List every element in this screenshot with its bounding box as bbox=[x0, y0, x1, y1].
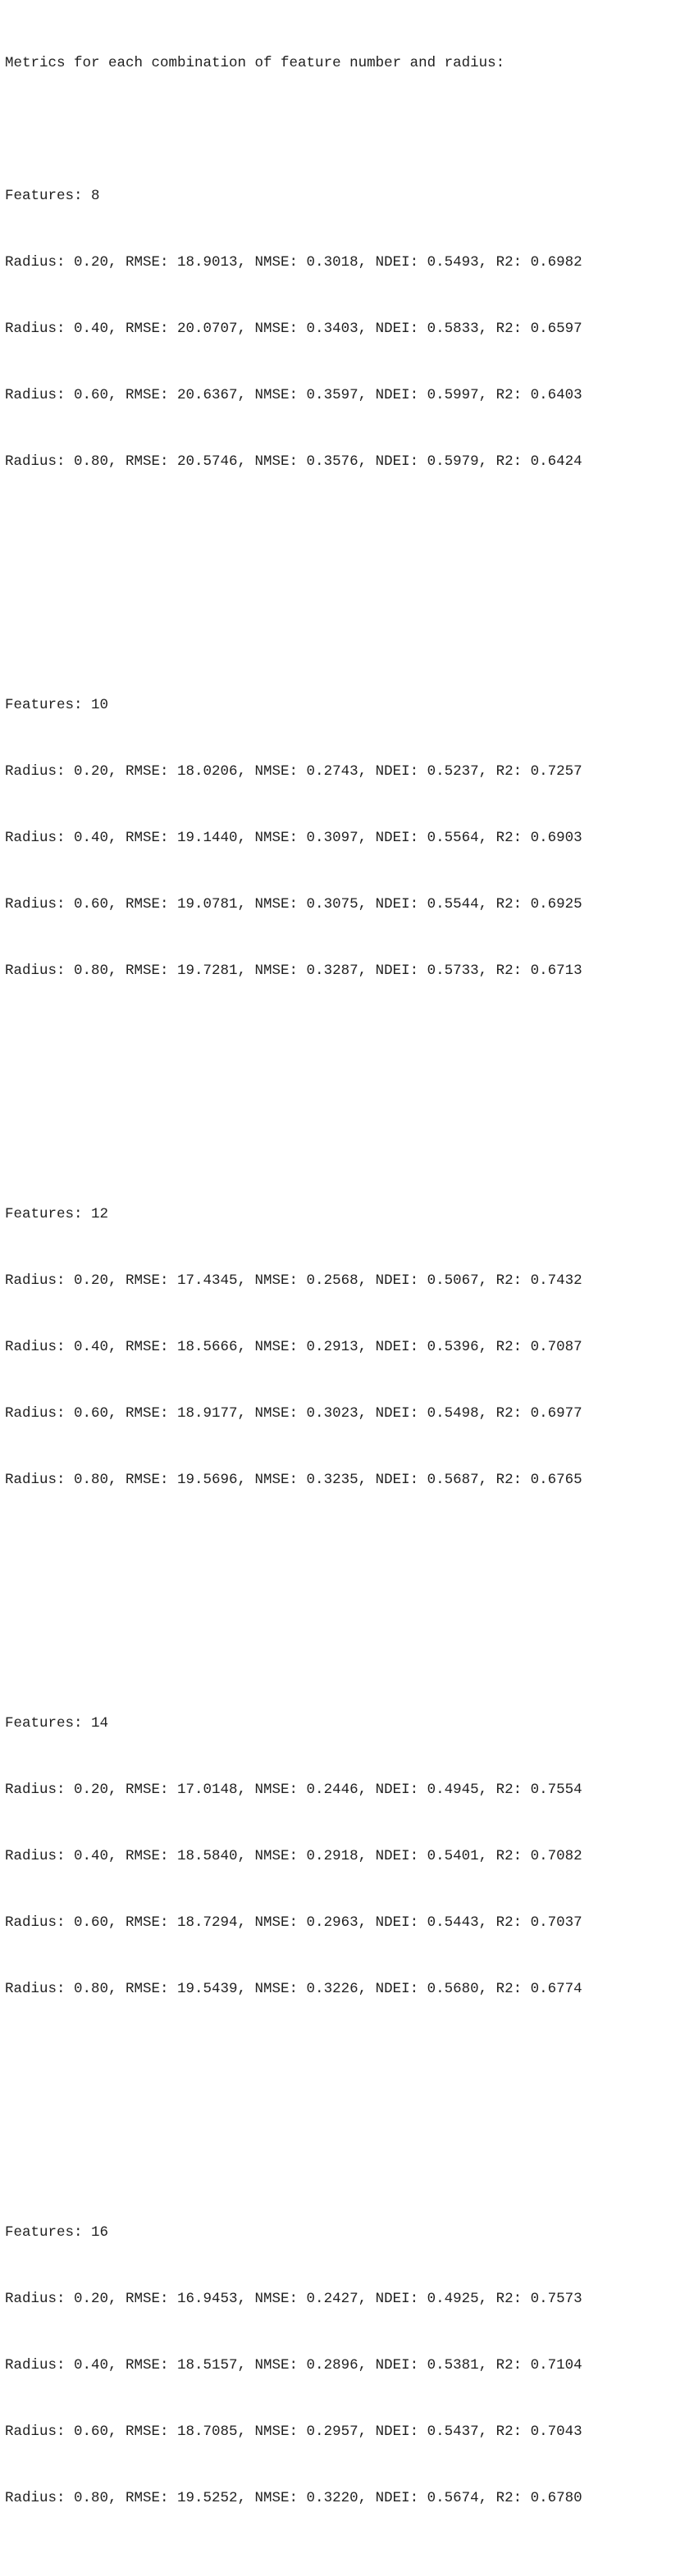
metric-row: Radius: 0.40, RMSE: 20.0707, NMSE: 0.3403, NDEI: 0.5833, R2: 0.6597 bbox=[5, 321, 582, 337]
metric-row: Radius: 0.40, RMSE: 18.5157, NMSE: 0.2896, NDEI: 0.5381, R2: 0.7104 bbox=[5, 2357, 582, 2373]
metric-row: Radius: 0.40, RMSE: 19.1440, NMSE: 0.3097, NDEI: 0.5564, R2: 0.6903 bbox=[5, 830, 582, 846]
metric-row: Radius: 0.80, RMSE: 20.5746, NMSE: 0.3576, NDEI: 0.5979, R2: 0.6424 bbox=[5, 453, 582, 470]
metric-row: Radius: 0.60, RMSE: 18.7085, NMSE: 0.2957, NDEI: 0.5437, R2: 0.7043 bbox=[5, 2424, 582, 2440]
metric-row: Radius: 0.60, RMSE: 19.0781, NMSE: 0.3075, NDEI: 0.5544, R2: 0.6925 bbox=[5, 896, 582, 913]
blank-line bbox=[5, 1580, 582, 1602]
blank-line bbox=[5, 2089, 582, 2111]
feature-group-title: Features: 16 bbox=[5, 2224, 109, 2241]
blank-line bbox=[5, 562, 582, 584]
blank-line bbox=[5, 1071, 582, 1093]
metric-row: Radius: 0.20, RMSE: 17.4345, NMSE: 0.2568, NDEI: 0.5067, R2: 0.7432 bbox=[5, 1272, 582, 1289]
feature-group bbox=[5, 141, 582, 517]
metric-row: Radius: 0.80, RMSE: 19.5696, NMSE: 0.3235, NDEI: 0.5687, R2: 0.6765 bbox=[5, 1472, 582, 1488]
feature-group-title: Features: 10 bbox=[5, 697, 109, 713]
feature-group-title: Features: 14 bbox=[5, 1715, 109, 1732]
metric-row: Radius: 0.80, RMSE: 19.7281, NMSE: 0.3287, NDEI: 0.5733, R2: 0.6713 bbox=[5, 963, 582, 979]
feature-group bbox=[5, 1668, 582, 2045]
metric-row: Radius: 0.20, RMSE: 18.9013, NMSE: 0.3018, NDEI: 0.5493, R2: 0.6982 bbox=[5, 254, 582, 271]
feature-group bbox=[5, 1159, 582, 1536]
console-output bbox=[5, 8, 582, 2576]
metric-row: Radius: 0.80, RMSE: 19.5252, NMSE: 0.3220, NDEI: 0.5674, R2: 0.6780 bbox=[5, 2490, 582, 2506]
feature-group-title: Features: 8 bbox=[5, 188, 100, 204]
feature-group bbox=[5, 650, 582, 1026]
metric-row: Radius: 0.20, RMSE: 16.9453, NMSE: 0.2427, NDEI: 0.4925, R2: 0.7573 bbox=[5, 2291, 582, 2307]
metric-row: Radius: 0.20, RMSE: 18.0206, NMSE: 0.2743, NDEI: 0.5237, R2: 0.7257 bbox=[5, 763, 582, 780]
feature-group-title: Features: 12 bbox=[5, 1206, 109, 1222]
metric-row: Radius: 0.60, RMSE: 20.6367, NMSE: 0.3597, NDEI: 0.5997, R2: 0.6403 bbox=[5, 387, 582, 403]
metric-row: Radius: 0.60, RMSE: 18.7294, NMSE: 0.2963, NDEI: 0.5443, R2: 0.7037 bbox=[5, 1914, 582, 1931]
output-header: Metrics for each combination of feature number and radius: bbox=[5, 55, 505, 71]
metric-row: Radius: 0.60, RMSE: 18.9177, NMSE: 0.3023, NDEI: 0.5498, R2: 0.6977 bbox=[5, 1405, 582, 1422]
metric-row: Radius: 0.40, RMSE: 18.5666, NMSE: 0.2913, NDEI: 0.5396, R2: 0.7087 bbox=[5, 1339, 582, 1355]
feature-group bbox=[5, 2178, 582, 2554]
metric-row: Radius: 0.80, RMSE: 19.5439, NMSE: 0.3226, NDEI: 0.5680, R2: 0.6774 bbox=[5, 1981, 582, 1997]
metric-row: Radius: 0.40, RMSE: 18.5840, NMSE: 0.2918, NDEI: 0.5401, R2: 0.7082 bbox=[5, 1848, 582, 1864]
metric-row: Radius: 0.20, RMSE: 17.0148, NMSE: 0.2446, NDEI: 0.4945, R2: 0.7554 bbox=[5, 1782, 582, 1798]
